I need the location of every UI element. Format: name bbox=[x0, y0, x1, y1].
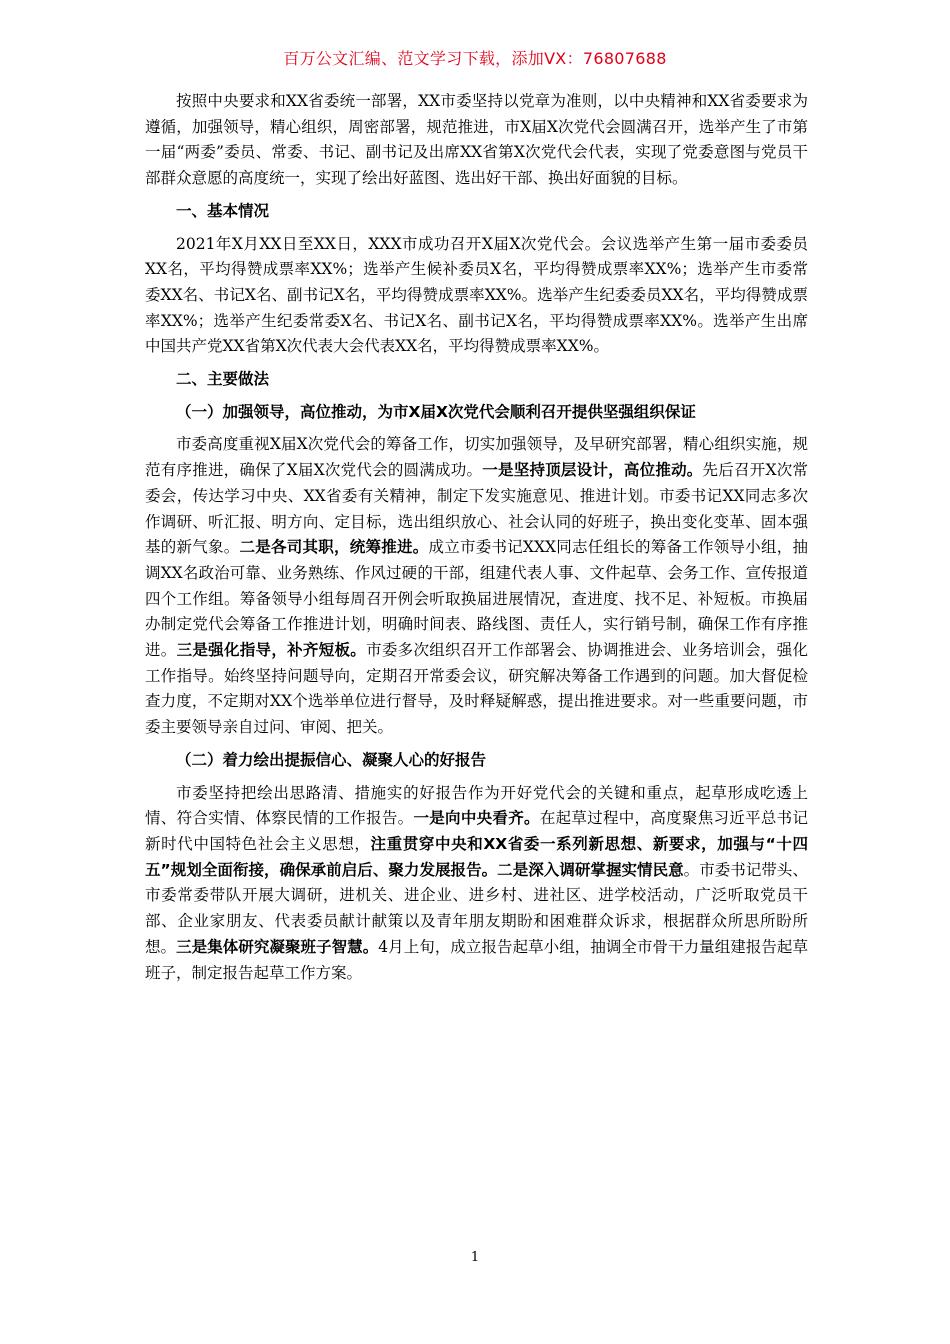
section-heading-basic-situation: 一、基本情况 bbox=[176, 201, 270, 220]
bold-point-1: 一是坚持顶层设计，高位推动。 bbox=[482, 461, 703, 480]
text-run: 市委坚持把绘出思路清、措施实的好报告作为开好党代会的关键和重点，起草形成吃透上情、符合实情、体察民情的工作报告。 bbox=[145, 783, 808, 828]
page-number: 1 bbox=[470, 1250, 480, 1265]
section-heading-main-practices: 二、主要做法 bbox=[176, 370, 270, 389]
subsection-heading-report: （二）着力绘出提振信心、凝聚人心的好报告 bbox=[176, 750, 487, 769]
intro-paragraph: 按照中央要求和XX省委统一部署，XX市委坚持以党章为准则，以中央精神和XX省委要求为遵循，加强领导，精心组织，周密部署，规范推进，市X届X次党代会圆满召开，选举产生了市第一届“两委”委员、常委、书记、副书记及出席XX省第X次党代会代表，实现了党委意图与党员干部群众意愿的高度统一，实现了绘出好蓝图、选出好干部、换出好面貌的目标。 bbox=[145, 92, 808, 188]
promo-banner: 百万公文汇编、范文学习下载，添加VX：76807688 bbox=[283, 49, 667, 68]
bold-point-3: 三是强化指导，补齐短板。 bbox=[176, 641, 367, 660]
text-run: 在起草过程中，高度聚焦习近平总书记新时代中国特色社会主义思想， bbox=[145, 809, 808, 853]
text-run: 先后召开X次常委会，传达学习中央、XX省委有关精神，制定下发实施意见、推进计划。市委书记XX同志多次作调研、听汇报、明方向、定目标，选出组织放心、社会认同的好班子，换出变化变革、固本强基的新气象。 bbox=[145, 461, 808, 557]
subsection-heading-leadership: （一）加强领导，高位推动，为市X届X次党代会顺利召开提供坚强组织保证 bbox=[176, 402, 696, 421]
text-run: 市委多次组织召开工作部署会、协调推进会、业务培训会，强化工作指导。始终坚持问题导向，定期召开常委会议，研究解决筹备工作遇到的问题。加大督促检查力度，不定期对XX个选举单位进行督导，及时释疑解惑，提出推进要求。对一些重要问题，市委主要领导亲自过问、审阅、把关。 bbox=[145, 641, 808, 737]
document-body bbox=[145, 89, 808, 993]
bold-point-2: 二是各司其职，统筹推进。 bbox=[239, 538, 429, 557]
leadership-paragraph bbox=[145, 432, 808, 740]
bold-point-4: 三是集体研究凝聚班子智慧。 bbox=[176, 937, 379, 956]
text-run: 成立市委书记XXX同志任组长的筹备工作领导小组，抽调XX名政治可靠、业务熟练、作风过硬的干部，组建代表人事、文件起草、会务工作、宣传报道四个工作组。筹备领导小组每周召开例会听取换届进展情况，查进度、找不足、补短板。市换届办制定党代会筹备工作推进计划，明确时间表、路线图、责任人，实行销号制，确保工作有序推进。 bbox=[145, 538, 808, 660]
report-paragraph bbox=[145, 781, 808, 987]
text-run: 。市委书记带头、市委常委带队开展大调研，进机关、进企业、进乡村、进社区、进学校活动，广泛听取党员干部、企业家朋友、代表委员献计献策以及青年朋友期盼和困难群众诉求，根据群众所思所盼所想。 bbox=[145, 860, 808, 956]
text-run: 4月上旬，成立报告起草小组，抽调全市骨干力量组建报告起草班子，制定报告起草工作方案。 bbox=[145, 937, 808, 982]
bold-point-1: 一是向中央看齐。 bbox=[413, 809, 540, 828]
basic-situation-paragraph: 2021年X月XX日至XX日，XXX市成功召开X届X次党代会。会议选举产生第一届市委委员XX名，平均得赞成票率XX%；选举产生候补委员X名，平均得赞成票率XX%；选举产生市委常委XX名、书记X名、副书记X名，平均得赞成票率XX%。选举产生纪委委员XX名，平均得赞成票率XX%；选举产生纪委常委X名、书记X名、副书记X名，平均得赞成票率XX%。选举产生出席中国共产党XX省第X次代表大会代表XX名，平均得赞成票率XX%。 bbox=[145, 234, 808, 356]
text-run: 市委高度重视X届X次党代会的筹备工作，切实加强领导，及早研究部署，精心组织实施，规范有序推进，确保了X届X次党代会的圆满成功。 bbox=[145, 435, 808, 480]
bold-point-2: 注重贯穿中央和XX省委一系列新思想、新要求，加强与“十四五”规划全面衔接，确保承前启后、聚力发展报告。 bbox=[145, 834, 808, 879]
bold-point-3: 二是深入调研掌握实情民意 bbox=[497, 860, 684, 879]
